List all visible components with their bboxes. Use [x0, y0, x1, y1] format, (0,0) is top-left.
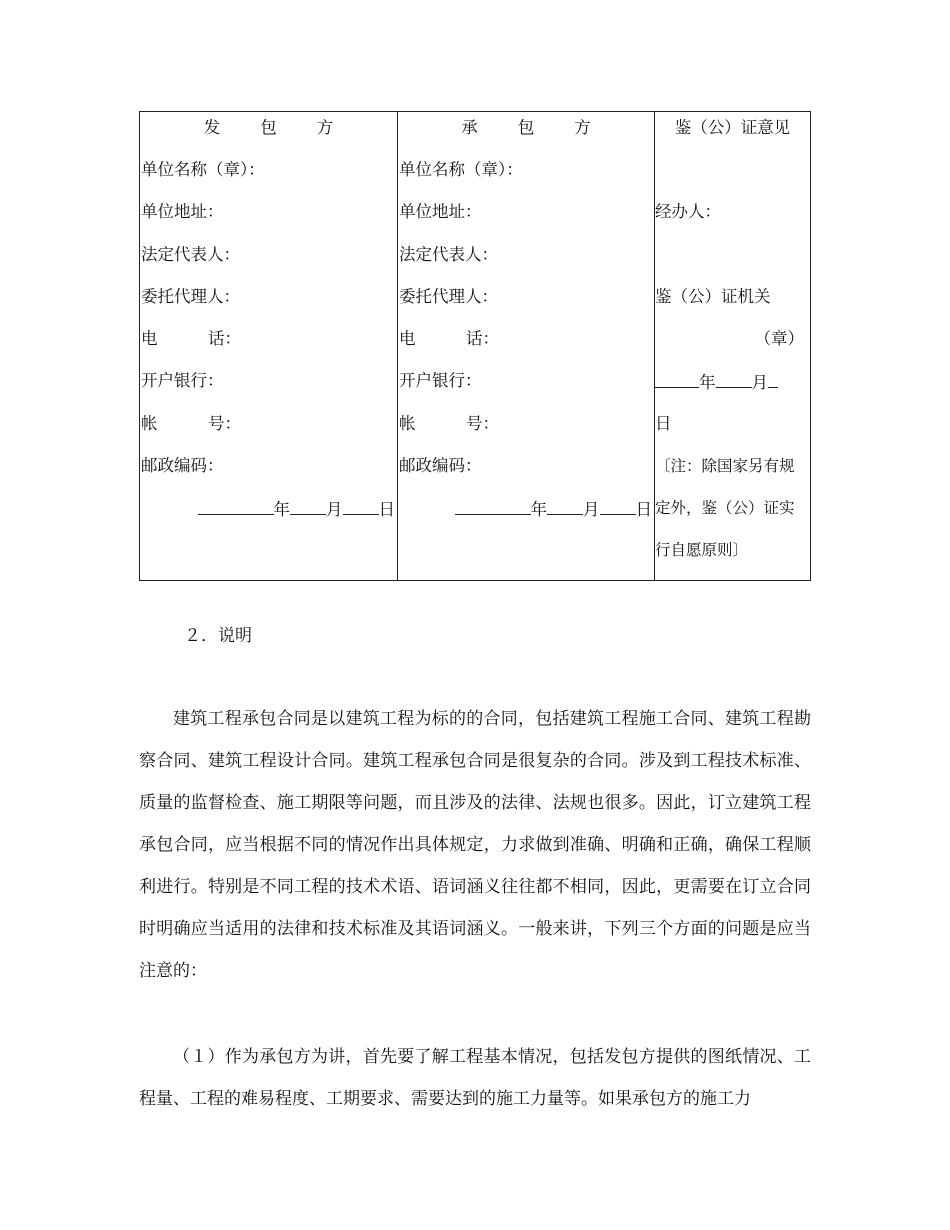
- employer-header: 发 包 方: [203, 118, 334, 137]
- employer-unit-name: 单位名称（章）：: [141, 160, 265, 179]
- employer-account: 帐 号：: [141, 414, 241, 433]
- contractor-agent: 委托代理人：: [399, 287, 498, 306]
- notary-note-2: 定外，鉴（公）证实: [655, 499, 795, 517]
- notary-header: 鉴（公）证意见: [674, 118, 791, 137]
- employer-legal-rep: 法定代表人：: [141, 245, 240, 264]
- notary-note-3: 行自愿原则〕: [655, 541, 749, 559]
- notary-authority: 鉴（公）证机关: [655, 287, 771, 306]
- contractor-account: 帐 号：: [399, 414, 499, 433]
- notary-seal: （章）: [754, 329, 804, 348]
- signature-table: [139, 111, 811, 581]
- employer-unit-address: 单位地址：: [141, 202, 224, 221]
- section-heading: ２．说明: [184, 626, 252, 646]
- contractor-legal-rep: 法定代表人：: [399, 245, 498, 264]
- body-paragraph-1: 建筑工程承包合同是以建筑工程为标的的合同，包括建筑工程施工合同、建筑工程勘察合同、建筑工程设计合同。建筑工程承包合同是很复杂的合同。涉及到工程技术标准、质量的监督检查、施工期限等问题，而且涉及的法律、法规也很多。因此，订立建筑工程承包合同，应当根据不同的情况作出具体规定，力求做到准确、明确和正确，确保工程顺利进行。特别是不同工程的技术术语、语词涵义往往都不相同，因此，更需要在订立合同时明确应当适用的法律和技术标准及其语词涵义。一般来讲，下列三个方面的问题是应当注意的：: [139, 709, 811, 981]
- contractor-postcode: 邮政编码：: [399, 456, 482, 475]
- contractor-unit-address: 单位地址：: [399, 202, 482, 221]
- employer-agent: 委托代理人：: [141, 287, 240, 306]
- employer-column: [140, 112, 397, 580]
- contractor-phone: 电 话：: [399, 329, 499, 348]
- employer-date: 年 月 日: [198, 496, 396, 520]
- contractor-date: 年 月 日: [455, 496, 653, 520]
- notary-date: 年 月: [655, 369, 810, 393]
- body-paragraph-2: （１）作为承包方为讲，首先要了解工程基本情况，包括发包方提供的图纸情况、工程量、工程的难易程度、工期要求、需要达到的施工力量等。如果承包方的施工力: [139, 1047, 811, 1109]
- contractor-column: [397, 112, 654, 580]
- notary-column: [654, 112, 810, 580]
- contractor-bank: 开户银行：: [399, 371, 482, 390]
- notary-note-1: 〔注：除国家另有规: [655, 457, 795, 475]
- employer-postcode: 邮政编码：: [141, 456, 224, 475]
- notary-date-day: 日: [655, 414, 672, 433]
- employer-phone: 电 话：: [141, 329, 241, 348]
- notary-handler: 经办人：: [655, 202, 721, 221]
- contractor-header: 承 包 方: [461, 118, 591, 137]
- employer-bank: 开户银行：: [141, 371, 224, 390]
- contractor-unit-name: 单位名称（章）：: [399, 160, 523, 179]
